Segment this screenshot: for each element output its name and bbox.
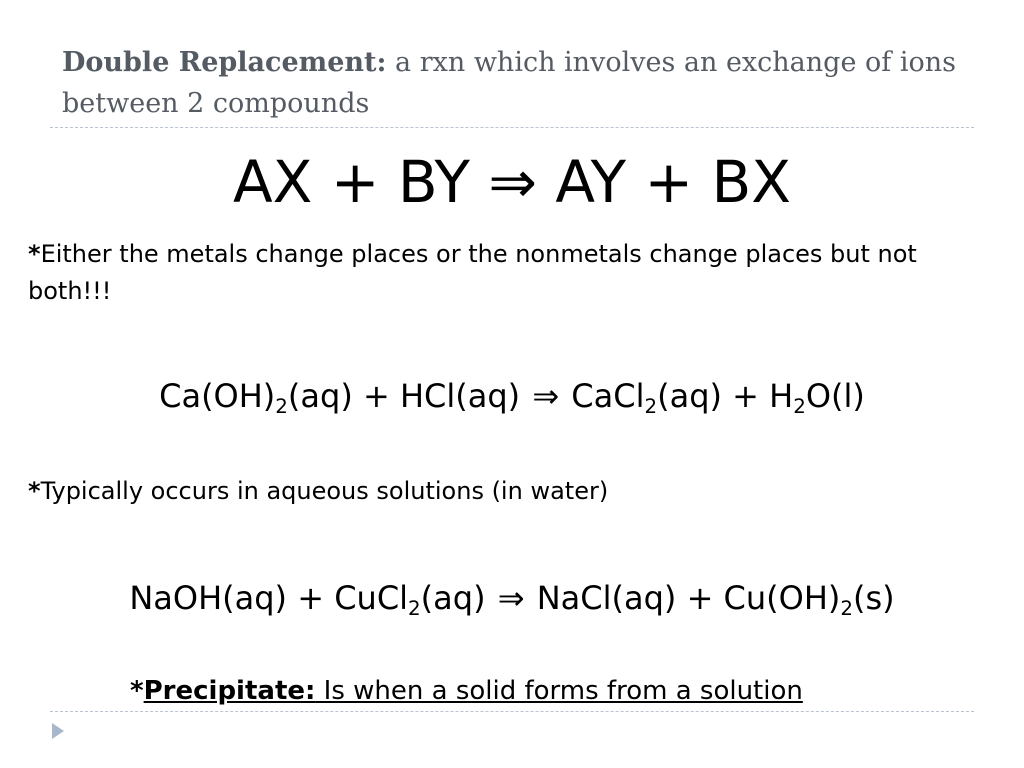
eq-text: (aq) + H [657, 377, 794, 415]
yields-arrow: ⇒ [532, 377, 560, 415]
precipitate-definition [130, 672, 930, 710]
note-text: Typically occurs in aqueous solutions (in water) [40, 477, 609, 505]
yields-arrow: ⇒ [497, 579, 525, 617]
title-term: Double Replacement: [62, 47, 387, 78]
precipitate-term: Precipitate: [143, 676, 316, 706]
play-triangle-shape [52, 723, 64, 739]
eq-subscript: 2 [275, 394, 288, 418]
note-text: Either the metals change places or the nonmetals change places but not both!!! [28, 240, 917, 305]
note-star: * [28, 240, 41, 268]
note-metals [28, 236, 988, 310]
eq-subscript: 2 [840, 596, 854, 620]
eq-text: CaCl [561, 377, 645, 415]
eq-text: (s) [853, 579, 895, 617]
precipitate-star: * [130, 676, 144, 706]
eq-text: NaCl(aq) + Cu(OH) [526, 579, 841, 617]
slide-title [62, 42, 982, 124]
equation-sodium-hydroxide [0, 576, 1024, 620]
note-star: * [28, 477, 41, 505]
eq-text: Ca(OH) [159, 377, 276, 415]
precipitate-text: Is when a solid forms from a solution [315, 676, 803, 706]
title-definition: a rxn which involves an exchange of ions between 2 compounds [62, 47, 956, 119]
equation-calcium-hydroxide [0, 374, 1024, 418]
bottom-divider [50, 711, 974, 712]
general-equation: AX + BY ⇒ AY + BX [233, 148, 791, 216]
eq-text: O(l) [805, 377, 865, 415]
eq-text: (aq) [420, 579, 496, 617]
eq-text: (aq) + HCl(aq) [287, 377, 531, 415]
play-triangle-icon[interactable] [50, 721, 66, 741]
eq-subscript: 2 [408, 596, 421, 620]
note-aqueous [28, 473, 988, 510]
eq-text: NaOH(aq) + CuCl [129, 579, 409, 617]
eq-subscript: 2 [644, 394, 658, 418]
eq-subscript: 2 [793, 394, 806, 418]
top-divider [50, 127, 974, 128]
